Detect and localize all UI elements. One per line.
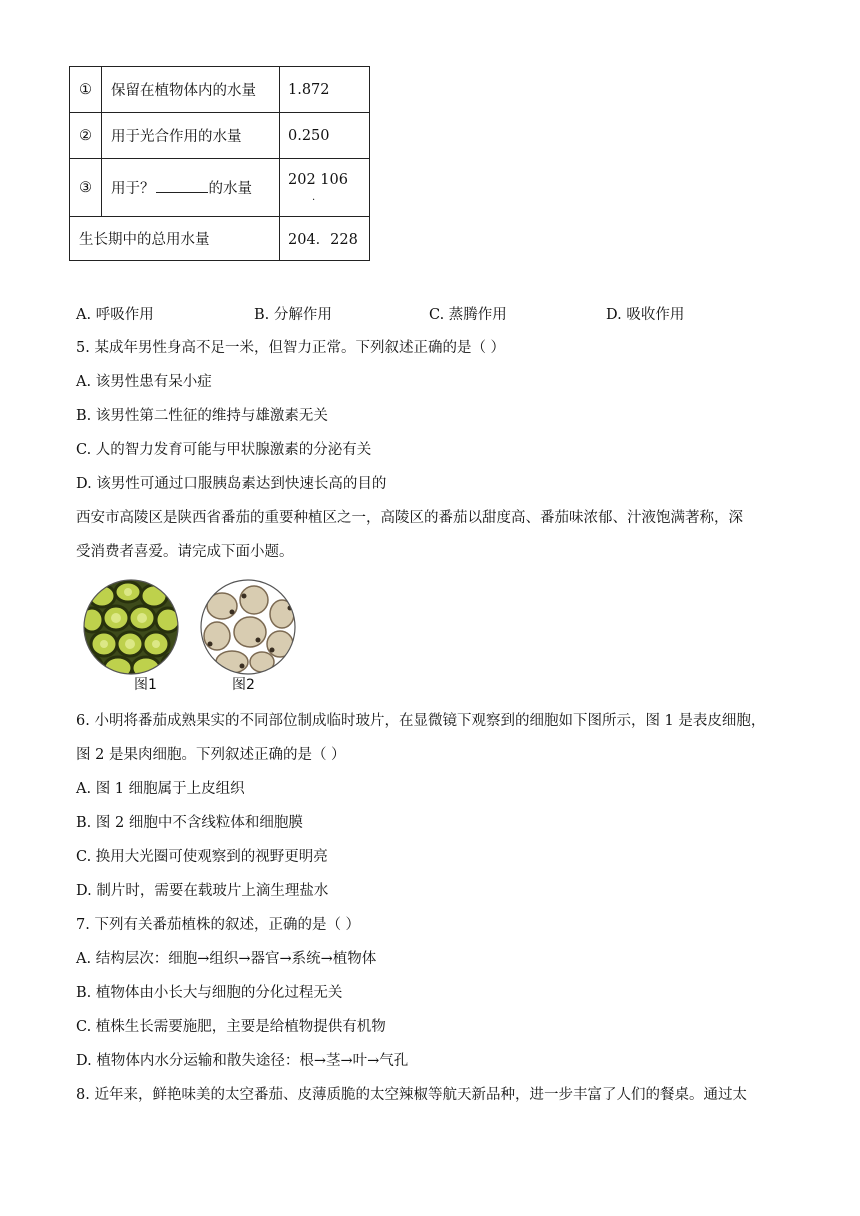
q5-stem: 5. 某成年男性身高不足一米，但智力正常。下列叙述正确的是（ ） [76,340,506,356]
total-value: 204．228 [280,217,370,261]
q7-stem: 7. 下列有关番茄植株的叙述，正确的是（ ） [76,917,361,933]
figure-1-caption: 图1 [134,677,157,693]
q4-options [76,303,776,323]
q7-option-b: B. 植物体由小长大与细胞的分化过程无关 [76,985,343,1001]
option-a: A. 呼吸作用 [76,307,154,323]
row-value: 202 106 . [280,159,370,217]
q5-option-b: B. 该男性第二性征的维持与雄激素无关 [76,408,328,424]
microscope-figures [82,578,302,696]
answer-blank [156,180,208,193]
option-b: B. 分解作用 [254,307,332,323]
row-label-suffix: 的水量 [208,181,252,197]
figure-2-caption: 图2 [232,677,255,693]
table-row [70,67,370,113]
table-row [70,159,370,217]
intro-line-1: 西安市高陵区是陕西省番茄的重要种植区之一，高陵区的番茄以甜度高、番茄味浓郁、汁液饱满著称，深 [76,510,743,526]
row-label-prefix: 用于？ [111,181,155,197]
row-value-text: 202 106 [288,171,348,188]
table-row [70,113,370,159]
row-label: 保留在植物体内的水量 [102,67,280,113]
intro-line-2: 受消费者喜爱。请完成下面小题。 [76,544,294,560]
q5-option-c: C. 人的智力发育可能与甲状腺激素的分泌有关 [76,442,372,458]
table-row [70,217,370,261]
option-c: C. 蒸腾作用 [429,307,507,323]
q6-option-b: B. 图 2 细胞中不含线粒体和细胞膜 [76,815,303,831]
row-number: ③ [70,159,102,217]
row-label [102,159,280,217]
q6-option-c: C. 换用大光圈可使观察到的视野更明亮 [76,849,328,865]
water-usage-table [69,66,370,261]
q6-stem-line-1: 6. 小明将番茄成熟果实的不同部位制成临时玻片，在显微镜下观察到的细胞如下图所示，图 1 是表皮细胞， [76,713,766,729]
q7-option-d: D. 植物体内水分运输和散失途径：根→茎→叶→气孔 [76,1053,409,1069]
cell-images [82,578,302,696]
q6-option-a: A. 图 1 细胞属于上皮组织 [76,781,245,797]
row-value: 1.872 [280,67,370,113]
epidermal-cells-image [82,578,182,679]
pulp-cells-image [199,578,299,678]
row-value: 0.250 [280,113,370,159]
q5-option-a: A. 该男性患有呆小症 [76,374,212,390]
row-label: 用于光合作用的水量 [102,113,280,159]
q5-option-d: D. 该男性可通过口服胰岛素达到快速长高的目的 [76,476,387,492]
q6-stem-line-2: 图 2 是果肉细胞。下列叙述正确的是（ ） [76,747,346,763]
q7-option-c: C. 植株生长需要施肥，主要是给植物提供有机物 [76,1019,386,1035]
option-d: D. 吸收作用 [606,307,685,323]
q7-option-a: A. 结构层次：细胞→组织→器官→系统→植物体 [76,951,377,967]
row-number: ② [70,113,102,159]
row-number: ① [70,67,102,113]
q8-stem-line-1: 8. 近年来，鲜艳味美的太空番茄、皮薄质脆的太空辣椒等航天新品种，进一步丰富了人们的餐桌。通过太 [76,1087,747,1103]
q6-option-d: D. 制片时，需要在载玻片上滴生理盐水 [76,883,329,899]
total-label: 生长期中的总用水量 [70,217,280,261]
